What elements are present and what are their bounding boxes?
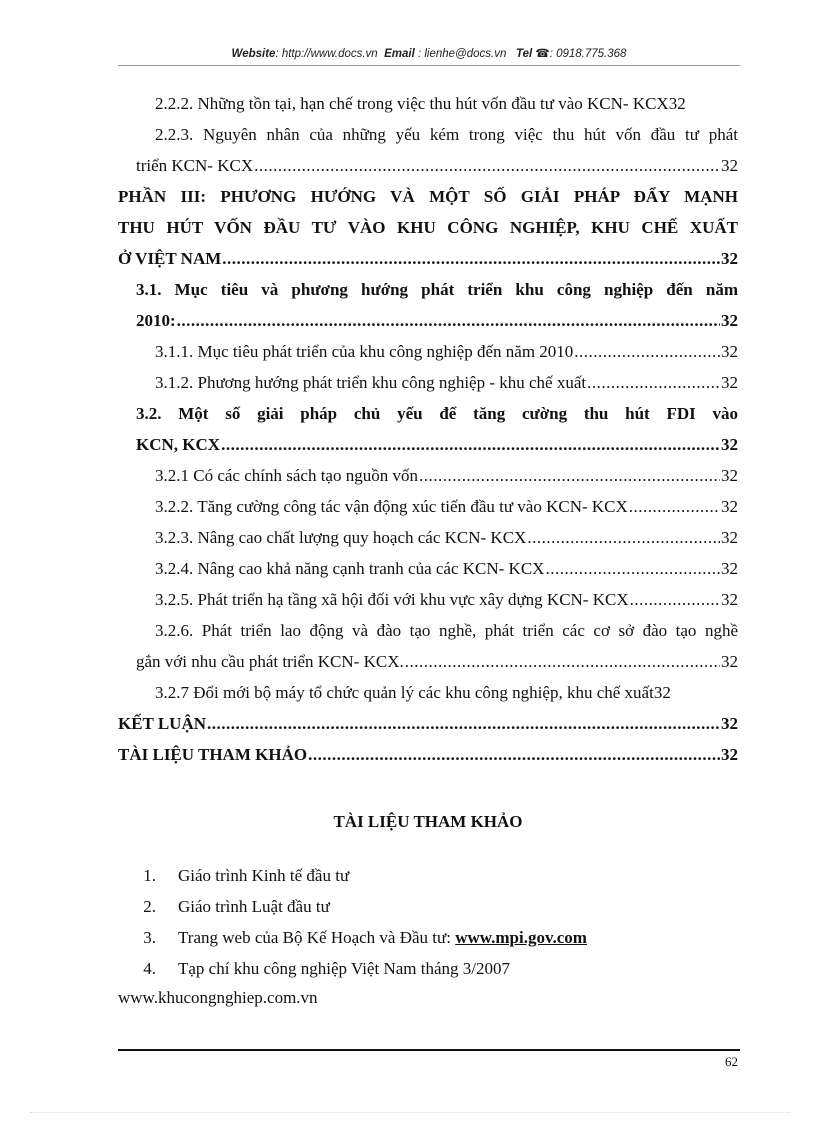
phone-icon: ☎ (535, 48, 550, 60)
toc-entry[interactable]: 3.2.7 Đổi mới bộ máy tổ chức quản lý các khu công nghiệp, khu chế xuất 32 (155, 683, 671, 702)
tel-label: Tel (515, 48, 533, 60)
toc-entry[interactable]: gắn với nhu cầu phát triển KCN- KCX. ..... 32 (118, 646, 738, 677)
toc-entry[interactable]: KẾT LUẬN ..... 32 (118, 708, 738, 739)
references-list (118, 860, 738, 984)
reference-item: 1. Giáo trình Kinh tế đầu tư (143, 866, 350, 885)
header-rule (118, 65, 740, 66)
toc-entry[interactable]: 3.2.1 Có các chính sách tạo nguồn vốn ..... 32 (118, 460, 738, 491)
toc-entry-line: 3.1. Mục tiêu và phương hướng phát triển khu công nghiệp đến năm (136, 280, 738, 299)
toc-entry[interactable]: TÀI LIỆU THAM KHẢO ..... 32 (118, 739, 738, 770)
toc-entry[interactable]: 3.1.2. Phương hướng phát triển khu công nghiệp - khu chế xuất ..... 32 (118, 367, 738, 398)
toc-entry[interactable]: triển KCN- KCX ..... 32 (118, 150, 738, 181)
reference-tail-url[interactable]: www.khucongnghiep.com.vn (118, 988, 318, 1007)
footer-rule (118, 1049, 740, 1051)
website-label: Website (231, 48, 276, 60)
toc-entry[interactable]: 3.2.2. Tăng cường công tác vận động xúc tiến đầu tư vào KCN- KCX ..... 32 (118, 491, 738, 522)
toc-entry[interactable]: 2010: ..... 32 (118, 305, 738, 336)
toc-entry-line: PHẦN III: PHƯƠNG HƯỚNG VÀ MỘT SỐ GIẢI PHÁP ĐẨY MẠNH (118, 187, 738, 206)
website-value: : http://www.docs.vn (275, 48, 378, 60)
toc-entry-line: 2.2.3. Nguyên nhân của những yếu kém trong việc thu hút vốn đầu tư phát (155, 125, 738, 144)
page-edge-divider (30, 1112, 790, 1113)
reference-link[interactable]: www.mpi.gov.com (455, 928, 587, 947)
toc-entry[interactable]: 2.2.2. Những tồn tại, hạn chế trong việc thu hút vốn đầu tư vào KCN- KCX 32 (155, 94, 686, 113)
reference-item: 4. Tạp chí khu công nghiệp Việt Nam tháng 3/2007 (143, 959, 510, 978)
reference-item: 3. Trang web của Bộ Kế Hoạch và Đầu tư: www.mpi.gov.com (143, 928, 587, 947)
reference-item: 2. Giáo trình Luật đầu tư (143, 897, 330, 916)
page-header (118, 46, 740, 60)
page-number: 62 (725, 1054, 738, 1069)
email-label: Email (384, 48, 415, 60)
toc-entry[interactable]: 3.1.1. Mục tiêu phát triển của khu công nghiệp đến năm 2010 ..... 32 (118, 336, 738, 367)
tel-value: : 0918.775.368 (549, 48, 627, 60)
toc-entry[interactable]: Ở VIỆT NAM ..... 32 (118, 243, 738, 274)
table-of-contents (118, 88, 738, 770)
toc-entry[interactable]: 3.2.4. Nâng cao khả năng cạnh tranh của các KCN- KCX ..... 32 (118, 553, 738, 584)
toc-entry-line: THU HÚT VỐN ĐẦU TƯ VÀO KHU CÔNG NGHIỆP, KHU CHẾ XUẤT (118, 218, 738, 237)
references-title: TÀI LIỆU THAM KHẢO (333, 812, 523, 831)
toc-entry-line: 3.2.6. Phát triển lao động và đào tạo nghề, phát triển các cơ sở đào tạo nghề (155, 621, 738, 640)
toc-entry-line: 3.2. Một số giải pháp chủ yếu để tăng cường thu hút FDI vào (136, 404, 738, 423)
toc-entry[interactable]: 3.2.3. Nâng cao chất lượng quy hoạch các KCN- KCX ..... 32 (118, 522, 738, 553)
email-value: : lienhe@docs.vn (414, 48, 507, 60)
toc-entry[interactable]: 3.2.5. Phát triển hạ tầng xã hội đối với khu vực xây dựng KCN- KCX ..... 32 (118, 584, 738, 615)
toc-entry[interactable]: KCN, KCX ..... 32 (118, 429, 738, 460)
